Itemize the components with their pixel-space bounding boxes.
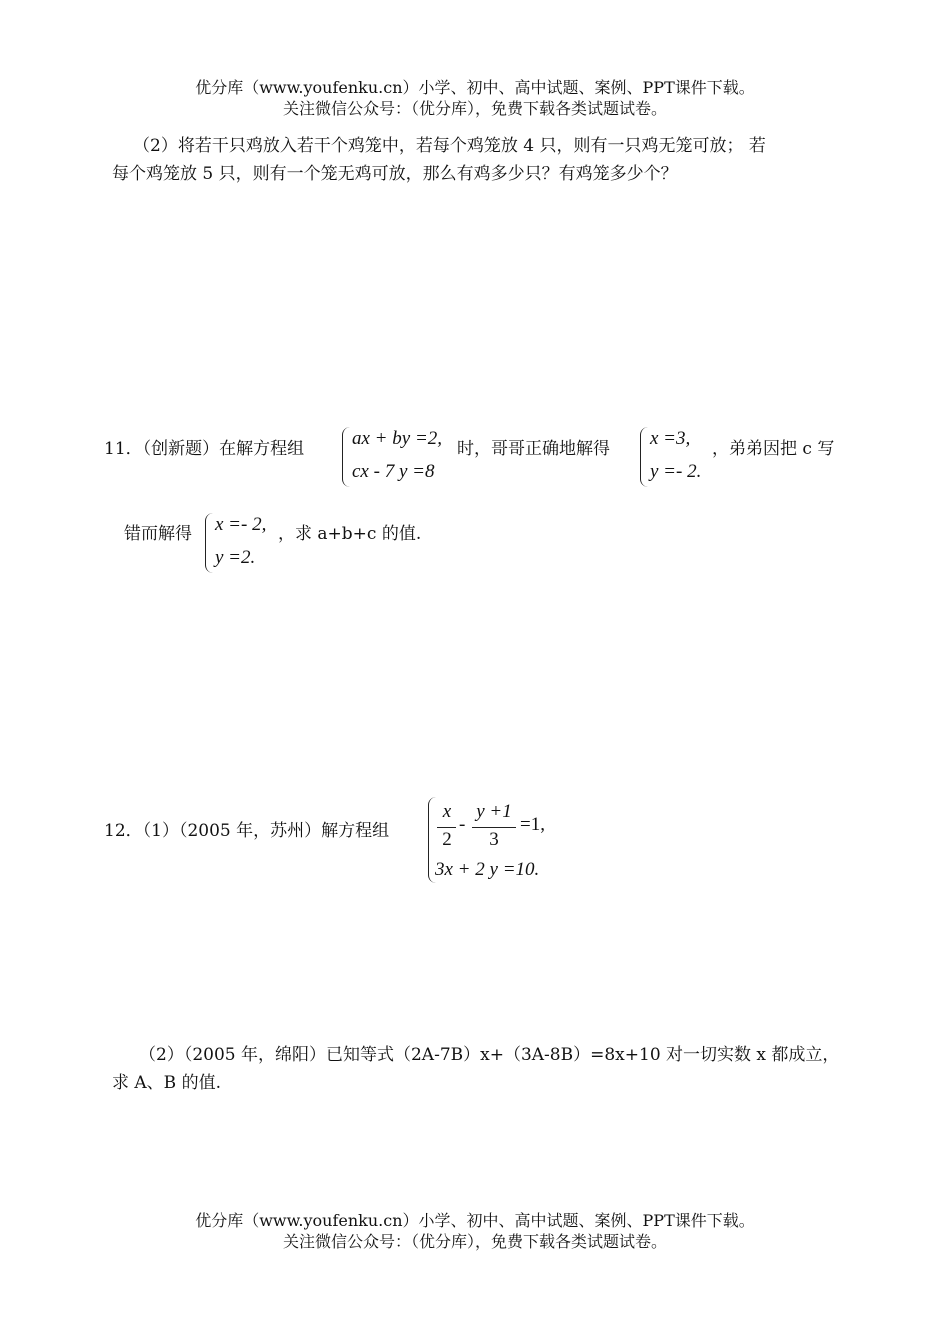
q11-system3-eq2: y =2. xyxy=(215,547,256,568)
page-footer-line-2: 关注微信公众号：（优分库），免费下载各类试题试卷。 xyxy=(282,1232,667,1251)
q11-system1-eq2: cx - 7 y =8 xyxy=(352,461,435,482)
q12-eq1-tail: =1, xyxy=(520,814,545,835)
q11-tail-text: ，弟弟因把 c 写 xyxy=(712,439,835,459)
q12-part1-lead: 12．（1）（2005 年，苏州）解方程组 xyxy=(104,821,390,841)
fraction-2-numerator: y +1 xyxy=(476,801,512,822)
fraction-1-denominator: 2 xyxy=(442,829,452,850)
page-header-line-1: 优分库（www.youfenku.cn）小学、初中、高中试题、案例、PPT课件下载。 xyxy=(195,78,755,97)
q11-lead-text: 11．（创新题）在解方程组 xyxy=(104,439,305,459)
q11-middle-text: 时，哥哥正确地解得 xyxy=(457,439,610,459)
q12-part2-line-2: 求 A、B 的值. xyxy=(112,1073,221,1093)
page-header-line-2: 关注微信公众号：（优分库），免费下载各类试题试卷。 xyxy=(282,99,667,118)
fraction-1-numerator: x xyxy=(442,801,452,822)
fraction-bar xyxy=(437,827,456,828)
q11-line2-tail: ，求 a+b+c 的值. xyxy=(278,524,422,544)
q11-system2-eq1: x =3, xyxy=(650,428,691,449)
q11-system1-eq1: ax + by =2, xyxy=(352,428,443,449)
system-brace xyxy=(205,513,213,573)
q10-part2-line-1: （2）将若干只鸡放入若干个鸡笼中，若每个鸡笼放 4 只，则有一只鸡无笼可放； 若 xyxy=(133,136,766,156)
fraction-2-denominator: 3 xyxy=(489,829,499,850)
q11-system2-eq2: y =- 2. xyxy=(650,461,702,482)
minus-sign: - xyxy=(459,814,466,835)
q11-line2-lead: 错而解得 xyxy=(124,524,192,544)
system-brace xyxy=(342,427,350,487)
q10-part2-line-2: 每个鸡笼放 5 只，则有一个笼无鸡可放，那么有鸡多少只？有鸡笼多少个？ xyxy=(112,164,678,184)
fraction-bar xyxy=(472,827,516,828)
q12-eq2: 3x + 2 y =10. xyxy=(435,859,540,880)
system-brace xyxy=(640,427,648,487)
q11-system3-eq1: x =- 2, xyxy=(215,514,267,535)
q12-part2-line-1: （2）（2005 年，绵阳）已知等式（2A-7B）x+（3A-8B）=8x+10 对一切实数 x 都成立， xyxy=(139,1045,840,1065)
page-footer-line-1: 优分库（www.youfenku.cn）小学、初中、高中试题、案例、PPT课件下载。 xyxy=(195,1211,755,1230)
